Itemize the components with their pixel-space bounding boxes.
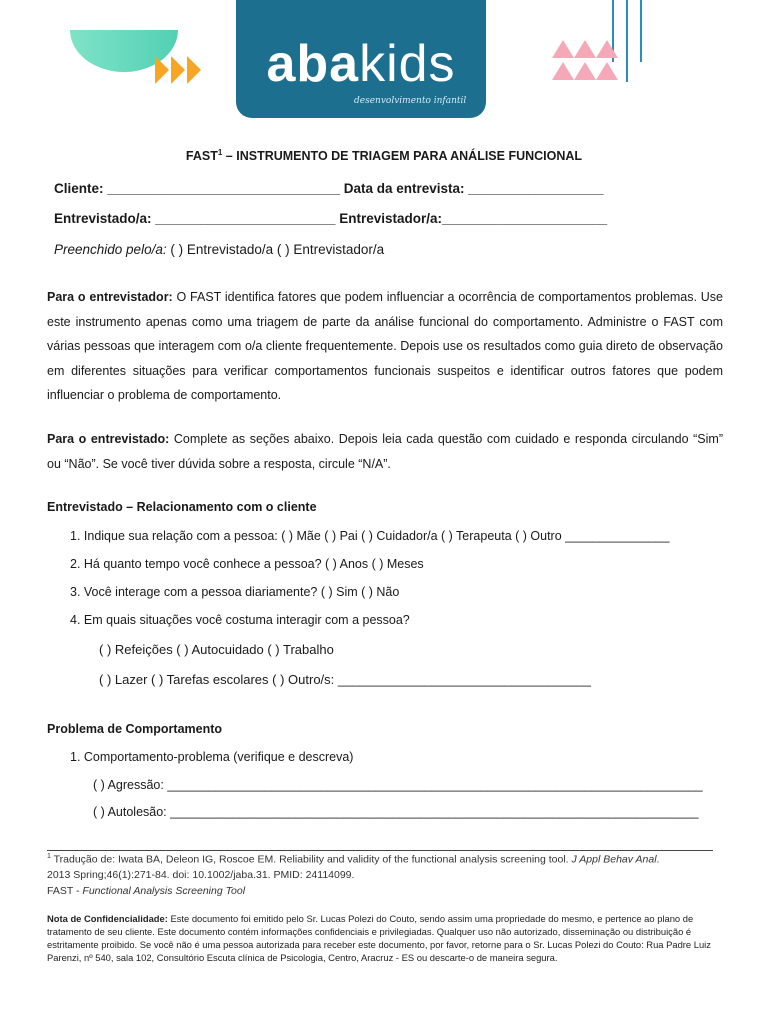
interviewer-instructions: Para o entrevistador: O FAST identifica fatores que podem influenciar a ocorrência de comportamentos problemas. Use este instrumento apenas como uma triagem de parte da análise funcional do comportamento. Administre o FAST com várias pessoas que interagem com o/a cliente frequentemente. Depois use os resultados como guia direto de observação em diferentes situações para verificar comportamentos funcionais suspeitos e identificar outros fatores que podem influenciar o problema de comportamento. xyxy=(47,290,723,403)
section-heading-relationship: Entrevistado – Relacionamento com o cliente xyxy=(47,500,317,514)
blue-line-decoration xyxy=(640,0,642,62)
question-situations: 4. Em quais situações você costuma interagir com a pessoa? xyxy=(70,613,410,627)
interviewee-interviewer-line[interactable]: Entrevistado/a: ________________________ Entrevistador/a:______________________ xyxy=(54,211,608,226)
abakids-logo xyxy=(236,0,486,118)
page-title: FAST$^1$ – INSTRUMENTO DE TRIAGEM PARA ANÁLISE FUNCIONAL xyxy=(185,148,583,164)
blue-line-decoration xyxy=(626,0,628,82)
filled-by-options[interactable]: ( ) Entrevistado/a ( ) Entrevistador/a xyxy=(166,242,385,257)
client-date-line[interactable]: Cliente: _______________________________ Data da entrevista: __________________ xyxy=(54,181,604,196)
footnote-fast: FAST - Functional Analysis Screening Tool xyxy=(47,885,246,897)
orange-chevron-icon xyxy=(155,56,169,84)
logo-wordmark: abakids xyxy=(266,35,456,93)
question-behavior-problem: 1. Comportamento-problema (verifique e descreva) xyxy=(70,750,354,764)
question-relationship[interactable]: 1. Indique sua relação com a pessoa: ( ) Mãe ( ) Pai ( ) Cuidador/a ( ) Terapeuta ( ) Outro _______________ xyxy=(70,529,670,543)
question-daily-interaction[interactable]: 3. Você interage com a pessoa diariamente? ( ) Sim ( ) Não xyxy=(70,585,400,599)
footnote-citation: $^1$ Tradução de: Iwata BA, Deleon IG, Roscoe EM. Reliability and validity of the functional analysis screening tool. J Appl Behav Anal. xyxy=(47,853,660,866)
orange-chevron-icon xyxy=(171,56,185,84)
question-duration[interactable]: 2. Há quanto tempo você conhece a pessoa? ( ) Anos ( ) Meses xyxy=(70,557,424,571)
option-aggression[interactable]: ( ) Agressão: _____________________________________________________________________________ xyxy=(93,778,703,792)
interviewee-instructions: Para o entrevistado: Complete as seções abaixo. Depois leia cada questão com cuidado e responda circulando “Sim” ou “Não”. Se você tiver dúvida sobre a resposta, circule “N/A”. xyxy=(47,432,723,471)
orange-chevron-icon xyxy=(187,56,201,84)
option-self-injury[interactable]: ( ) Autolesão: ____________________________________________________________________________ xyxy=(93,805,699,819)
situations-options-1[interactable]: ( ) Refeições ( ) Autocuidado ( ) Trabalho xyxy=(99,642,334,657)
situations-options-2[interactable]: ( ) Lazer ( ) Tarefas escolares ( ) Outro/s: ___________________________________ xyxy=(99,672,591,687)
footnote-doi: 2013 Spring;46(1):271-84. doi: 10.1002/jaba.31. PMID: 24114099. xyxy=(47,869,355,881)
section-heading-behavior: Problema de Comportamento xyxy=(47,722,223,736)
logo-tagline: desenvolvimento infantil xyxy=(354,96,467,106)
footnote-divider xyxy=(47,850,713,851)
filled-by-line: Preenchido pelo/a: ( ) Entrevistado/a ( ) Entrevistador/a xyxy=(54,242,385,257)
confidentiality-note: Nota de Confidencialidade: Este documento foi emitido pelo Sr. Lucas Polezi do Couto, sendo assim uma propriedade do mesmo, e pertence ao plano de tratamento de seu cliente. Este documento contém informações confidenciais e privilegiadas. Qualquer uso não autorizado, disseminação ou distribuição é estritamente proibido. Se você não é uma pessoa autorizada para receber este documento, por favor, retorne para o Sr. Lucas Polezi do Couto: Rua Padre Luiz Parenzi, nº 540, sala 102, Consultório Escuta clínica de Psicologia, Centro, Aracruz - ES ou descarte-o de maneira segura. xyxy=(47,913,711,963)
